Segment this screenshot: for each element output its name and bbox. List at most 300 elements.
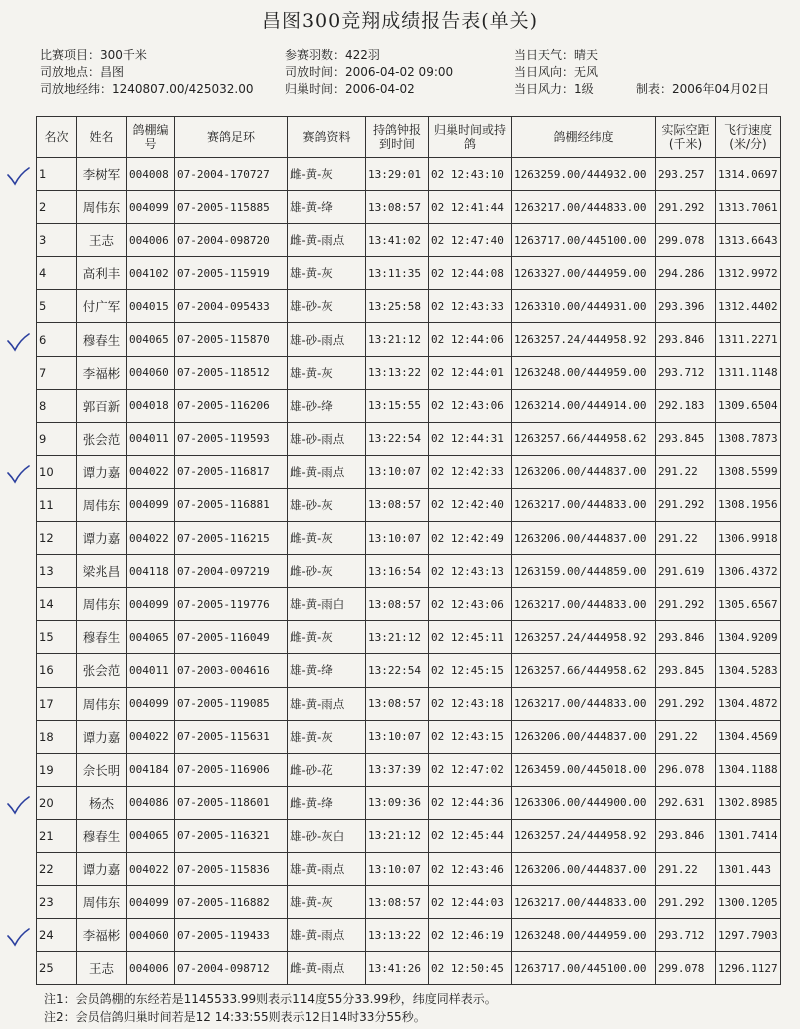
cell-name: 梁兆昌 [77, 555, 127, 588]
cell-name: 杨杰 [77, 786, 127, 819]
cell-loft-no: 004022 [127, 455, 175, 488]
cell-clock-time: 13:08:57 [366, 687, 429, 720]
cell-return-time: 02 12:50:45 [429, 952, 512, 985]
cell-loft-no: 004022 [127, 720, 175, 753]
cell-distance: 299.078 [656, 224, 716, 257]
table-row [37, 290, 781, 323]
cell-bird-info: 雄-黄-灰 [288, 257, 366, 290]
cell-speed: 1313.7061 [716, 191, 781, 224]
cell-speed: 1308.1956 [716, 488, 781, 521]
cell-loft-no: 004018 [127, 389, 175, 422]
cell-distance: 293.845 [656, 654, 716, 687]
cell-loft-no: 004008 [127, 158, 175, 191]
cell-bird-info: 雄-砂-绛 [288, 389, 366, 422]
cell-rank: 7 [37, 356, 77, 389]
header-bird-info: 赛鸽资料 [288, 117, 366, 158]
cell-loft-coords: 1263217.00/444833.00 [512, 886, 656, 919]
table-row [37, 654, 781, 687]
cell-distance: 291.619 [656, 555, 716, 588]
header-name: 姓名 [77, 117, 127, 158]
cell-return-time: 02 12:46:19 [429, 919, 512, 952]
cell-return-time: 02 12:44:03 [429, 886, 512, 919]
check-mark-icon [6, 927, 30, 947]
cell-loft-no: 004006 [127, 224, 175, 257]
cell-speed: 1312.4402 [716, 290, 781, 323]
cell-rank: 21 [37, 819, 77, 852]
cell-clock-time: 13:08:57 [366, 886, 429, 919]
cell-loft-no: 004099 [127, 488, 175, 521]
cell-loft-no: 004102 [127, 257, 175, 290]
cell-rank: 8 [37, 389, 77, 422]
cell-ring-no: 07-2004-098712 [175, 952, 288, 985]
table-row [37, 488, 781, 521]
meta-release-time: 司放时间：2006-04-02 09:00 [285, 65, 454, 79]
cell-clock-time: 13:09:36 [366, 786, 429, 819]
table-row [37, 455, 781, 488]
cell-name: 李福彬 [77, 356, 127, 389]
cell-return-time: 02 12:47:02 [429, 753, 512, 786]
cell-rank: 10 [37, 455, 77, 488]
meta-race-item: 比赛项目：300千米 [40, 48, 147, 62]
meta-release-place: 司放地点：昌图 [40, 65, 125, 79]
cell-return-time: 02 12:43:13 [429, 555, 512, 588]
cell-return-time: 02 12:44:01 [429, 356, 512, 389]
cell-rank: 16 [37, 654, 77, 687]
cell-bird-info: 雄-砂-雨点 [288, 323, 366, 356]
table-row [37, 919, 781, 952]
cell-return-time: 02 12:42:49 [429, 522, 512, 555]
cell-loft-coords: 1263206.00/444837.00 [512, 852, 656, 885]
cell-speed: 1304.1188 [716, 753, 781, 786]
cell-return-time: 02 12:41:44 [429, 191, 512, 224]
cell-loft-coords: 1263248.00/444959.00 [512, 356, 656, 389]
cell-return-time: 02 12:43:10 [429, 158, 512, 191]
cell-clock-time: 13:22:54 [366, 422, 429, 455]
cell-return-time: 02 12:44:06 [429, 323, 512, 356]
cell-distance: 296.078 [656, 753, 716, 786]
cell-speed: 1311.2271 [716, 323, 781, 356]
cell-return-time: 02 12:44:36 [429, 786, 512, 819]
cell-speed: 1305.6567 [716, 588, 781, 621]
cell-loft-coords: 1263257.24/444958.92 [512, 819, 656, 852]
cell-clock-time: 13:16:54 [366, 555, 429, 588]
cell-rank: 18 [37, 720, 77, 753]
cell-distance: 293.846 [656, 621, 716, 654]
cell-name: 高利丰 [77, 257, 127, 290]
cell-distance: 291.292 [656, 886, 716, 919]
header-loft-no: 鸽棚编号 [127, 117, 175, 158]
cell-return-time: 02 12:43:18 [429, 687, 512, 720]
meta-made-date: 制表：2006年04月02日 [636, 82, 770, 96]
table-row [37, 323, 781, 356]
cell-clock-time: 13:08:57 [366, 488, 429, 521]
cell-loft-no: 004022 [127, 852, 175, 885]
table-row [37, 389, 781, 422]
cell-speed: 1304.4569 [716, 720, 781, 753]
cell-loft-no: 004118 [127, 555, 175, 588]
cell-clock-time: 13:21:12 [366, 323, 429, 356]
cell-bird-info: 雄-砂-雨点 [288, 422, 366, 455]
cell-speed: 1308.5599 [716, 455, 781, 488]
cell-ring-no: 07-2005-118512 [175, 356, 288, 389]
cell-bird-info: 雄-砂-灰白 [288, 819, 366, 852]
cell-name: 谭力嘉 [77, 522, 127, 555]
table-row [37, 158, 781, 191]
cell-distance: 293.712 [656, 356, 716, 389]
cell-name: 谭力嘉 [77, 455, 127, 488]
cell-ring-no: 07-2005-116817 [175, 455, 288, 488]
header-loft-coords: 鸽棚经纬度 [512, 117, 656, 158]
cell-ring-no: 07-2005-116881 [175, 488, 288, 521]
cell-return-time: 02 12:42:40 [429, 488, 512, 521]
cell-rank: 23 [37, 886, 77, 919]
cell-clock-time: 13:25:58 [366, 290, 429, 323]
cell-name: 穆春生 [77, 819, 127, 852]
meta-wind-force: 当日风力：1级 [514, 82, 594, 96]
table-row [37, 522, 781, 555]
cell-name: 穆春生 [77, 323, 127, 356]
cell-name: 周伟东 [77, 191, 127, 224]
cell-distance: 291.292 [656, 687, 716, 720]
cell-distance: 293.257 [656, 158, 716, 191]
meta-right [514, 47, 598, 98]
cell-distance: 291.22 [656, 852, 716, 885]
cell-loft-coords: 1263257.66/444958.62 [512, 422, 656, 455]
cell-bird-info: 雌-黄-灰 [288, 158, 366, 191]
table-row [37, 952, 781, 985]
cell-rank: 9 [37, 422, 77, 455]
cell-ring-no: 07-2005-115919 [175, 257, 288, 290]
meta-entries: 参赛羽数：422羽 [285, 48, 380, 62]
meta-weather: 当日天气：晴天 [514, 48, 599, 62]
cell-name: 谭力嘉 [77, 852, 127, 885]
cell-loft-coords: 1263306.00/444900.00 [512, 786, 656, 819]
footnotes [44, 990, 497, 1026]
cell-name: 王志 [77, 952, 127, 985]
cell-bird-info: 雌-砂-灰 [288, 555, 366, 588]
cell-speed: 1309.6504 [716, 389, 781, 422]
cell-bird-info: 雄-黄-雨点 [288, 919, 366, 952]
header-clock-time: 持鸽钟报到时间 [366, 117, 429, 158]
cell-clock-time: 13:13:22 [366, 356, 429, 389]
cell-name: 付广军 [77, 290, 127, 323]
cell-speed: 1304.9209 [716, 621, 781, 654]
cell-return-time: 02 12:43:06 [429, 588, 512, 621]
cell-ring-no: 07-2003-004616 [175, 654, 288, 687]
footnote-2: 注2：会员信鸽归巢时间若是12 14:33:55则表示12日14时33分55秒。 [44, 1010, 426, 1024]
cell-name: 张会范 [77, 422, 127, 455]
table-row [37, 886, 781, 919]
cell-rank: 4 [37, 257, 77, 290]
cell-name: 李树军 [77, 158, 127, 191]
cell-ring-no: 07-2005-116049 [175, 621, 288, 654]
cell-ring-no: 07-2005-118601 [175, 786, 288, 819]
cell-bird-info: 雄-黄-雨点 [288, 852, 366, 885]
cell-distance: 293.846 [656, 819, 716, 852]
cell-return-time: 02 12:43:06 [429, 389, 512, 422]
cell-name: 张会范 [77, 654, 127, 687]
check-mark-icon [6, 795, 30, 815]
cell-loft-coords: 1263310.00/444931.00 [512, 290, 656, 323]
cell-loft-no: 004099 [127, 886, 175, 919]
cell-bird-info: 雄-黄-雨白 [288, 588, 366, 621]
cell-ring-no: 07-2005-116906 [175, 753, 288, 786]
cell-ring-no: 07-2005-119085 [175, 687, 288, 720]
cell-loft-no: 004011 [127, 654, 175, 687]
table-row [37, 224, 781, 257]
cell-rank: 11 [37, 488, 77, 521]
cell-clock-time: 13:21:12 [366, 621, 429, 654]
cell-speed: 1300.1205 [716, 886, 781, 919]
cell-loft-no: 004099 [127, 191, 175, 224]
cell-speed: 1301.7414 [716, 819, 781, 852]
cell-loft-coords: 1263159.00/444859.00 [512, 555, 656, 588]
cell-distance: 292.631 [656, 786, 716, 819]
cell-speed: 1306.9918 [716, 522, 781, 555]
cell-loft-coords: 1263217.00/444833.00 [512, 588, 656, 621]
cell-speed: 1304.5283 [716, 654, 781, 687]
header-rank: 名次 [37, 117, 77, 158]
cell-rank: 1 [37, 158, 77, 191]
cell-loft-coords: 1263217.00/444833.00 [512, 687, 656, 720]
cell-clock-time: 13:08:57 [366, 588, 429, 621]
cell-distance: 293.712 [656, 919, 716, 952]
cell-speed: 1308.7873 [716, 422, 781, 455]
meta-wind-direction: 当日风向：无风 [514, 65, 599, 79]
table-row [37, 753, 781, 786]
cell-speed: 1302.8985 [716, 786, 781, 819]
cell-ring-no: 07-2004-097219 [175, 555, 288, 588]
results-table [36, 116, 781, 985]
cell-clock-time: 13:10:07 [366, 522, 429, 555]
cell-ring-no: 07-2004-170727 [175, 158, 288, 191]
cell-ring-no: 07-2005-116206 [175, 389, 288, 422]
check-mark-icon [6, 166, 30, 186]
cell-loft-coords: 1263206.00/444837.00 [512, 522, 656, 555]
cell-clock-time: 13:13:22 [366, 919, 429, 952]
table-body [37, 158, 781, 985]
cell-name: 郭百新 [77, 389, 127, 422]
cell-clock-time: 13:15:55 [366, 389, 429, 422]
cell-name: 谭力嘉 [77, 720, 127, 753]
cell-distance: 291.22 [656, 455, 716, 488]
cell-clock-time: 13:10:07 [366, 852, 429, 885]
cell-loft-coords: 1263206.00/444837.00 [512, 455, 656, 488]
cell-speed: 1313.6643 [716, 224, 781, 257]
header-speed: 飞行速度(米/分) [716, 117, 781, 158]
cell-rank: 17 [37, 687, 77, 720]
table-row [37, 621, 781, 654]
cell-loft-coords: 1263327.00/444959.00 [512, 257, 656, 290]
cell-ring-no: 07-2005-119593 [175, 422, 288, 455]
cell-clock-time: 13:11:35 [366, 257, 429, 290]
cell-ring-no: 07-2005-119776 [175, 588, 288, 621]
cell-bird-info: 雌-黄-雨点 [288, 455, 366, 488]
table-row [37, 422, 781, 455]
cell-return-time: 02 12:44:31 [429, 422, 512, 455]
cell-name: 周伟东 [77, 687, 127, 720]
cell-distance: 293.396 [656, 290, 716, 323]
cell-distance: 293.846 [656, 323, 716, 356]
cell-loft-coords: 1263217.00/444833.00 [512, 191, 656, 224]
cell-bird-info: 雌-黄-雨点 [288, 224, 366, 257]
cell-loft-no: 004015 [127, 290, 175, 323]
cell-speed: 1306.4372 [716, 555, 781, 588]
cell-clock-time: 13:29:01 [366, 158, 429, 191]
cell-return-time: 02 12:42:33 [429, 455, 512, 488]
cell-name: 穆春生 [77, 621, 127, 654]
cell-distance: 292.183 [656, 389, 716, 422]
cell-loft-no: 004099 [127, 687, 175, 720]
cell-rank: 25 [37, 952, 77, 985]
cell-ring-no: 07-2005-116215 [175, 522, 288, 555]
report-title: 昌图300竞翔成绩报告表(单关) [261, 10, 539, 32]
cell-rank: 14 [37, 588, 77, 621]
cell-name: 王志 [77, 224, 127, 257]
table-row [37, 555, 781, 588]
cell-speed: 1297.7903 [716, 919, 781, 952]
cell-loft-coords: 1263257.24/444958.92 [512, 621, 656, 654]
cell-speed: 1296.1127 [716, 952, 781, 985]
cell-ring-no: 07-2005-115885 [175, 191, 288, 224]
cell-clock-time: 13:37:39 [366, 753, 429, 786]
cell-bird-info: 雄-砂-灰 [288, 488, 366, 521]
table-row [37, 356, 781, 389]
cell-ring-no: 07-2005-116882 [175, 886, 288, 919]
cell-rank: 2 [37, 191, 77, 224]
cell-speed: 1314.0697 [716, 158, 781, 191]
cell-distance: 291.22 [656, 720, 716, 753]
table-row [37, 687, 781, 720]
cell-loft-coords: 1263257.66/444958.62 [512, 654, 656, 687]
cell-loft-no: 004006 [127, 952, 175, 985]
cell-ring-no: 07-2005-115836 [175, 852, 288, 885]
cell-loft-no: 004065 [127, 323, 175, 356]
cell-clock-time: 13:21:12 [366, 819, 429, 852]
cell-clock-time: 13:08:57 [366, 191, 429, 224]
cell-distance: 291.292 [656, 488, 716, 521]
cell-loft-no: 004060 [127, 919, 175, 952]
cell-rank: 24 [37, 919, 77, 952]
table-row [37, 852, 781, 885]
cell-return-time: 02 12:43:15 [429, 720, 512, 753]
cell-bird-info: 雄-黄-绛 [288, 191, 366, 224]
cell-return-time: 02 12:47:40 [429, 224, 512, 257]
cell-rank: 5 [37, 290, 77, 323]
cell-ring-no: 07-2005-116321 [175, 819, 288, 852]
header-return-time: 归巢时间或持鸽 [429, 117, 512, 158]
cell-bird-info: 雌-黄-绛 [288, 786, 366, 819]
cell-distance: 293.845 [656, 422, 716, 455]
table-row [37, 720, 781, 753]
check-mark-icon [6, 464, 30, 484]
meta-left [40, 47, 253, 98]
cell-loft-no: 004065 [127, 621, 175, 654]
header-distance: 实际空距(千米) [656, 117, 716, 158]
meta-middle [285, 47, 453, 98]
cell-rank: 15 [37, 621, 77, 654]
cell-loft-coords: 1263257.24/444958.92 [512, 323, 656, 356]
cell-ring-no: 07-2005-115631 [175, 720, 288, 753]
cell-loft-coords: 1263248.00/444959.00 [512, 919, 656, 952]
cell-loft-coords: 1263717.00/445100.00 [512, 952, 656, 985]
cell-loft-no: 004086 [127, 786, 175, 819]
cell-clock-time: 13:41:02 [366, 224, 429, 257]
cell-return-time: 02 12:45:11 [429, 621, 512, 654]
cell-loft-no: 004184 [127, 753, 175, 786]
cell-name: 周伟东 [77, 488, 127, 521]
cell-bird-info: 雄-砂-灰 [288, 290, 366, 323]
table-row [37, 786, 781, 819]
cell-name: 周伟东 [77, 588, 127, 621]
cell-distance: 299.078 [656, 952, 716, 985]
cell-distance: 294.286 [656, 257, 716, 290]
cell-loft-coords: 1263717.00/445100.00 [512, 224, 656, 257]
cell-bird-info: 雌-黄-雨点 [288, 952, 366, 985]
cell-loft-no: 004022 [127, 522, 175, 555]
cell-rank: 13 [37, 555, 77, 588]
cell-distance: 291.292 [656, 588, 716, 621]
cell-name: 佘长明 [77, 753, 127, 786]
cell-bird-info: 雄-黄-灰 [288, 356, 366, 389]
cell-speed: 1301.443 [716, 852, 781, 885]
cell-bird-info: 雄-黄-雨点 [288, 687, 366, 720]
cell-bird-info: 雌-黄-灰 [288, 621, 366, 654]
cell-loft-no: 004065 [127, 819, 175, 852]
cell-rank: 6 [37, 323, 77, 356]
header-ring-no: 赛鸽足环 [175, 117, 288, 158]
cell-return-time: 02 12:44:08 [429, 257, 512, 290]
cell-loft-coords: 1263214.00/444914.00 [512, 389, 656, 422]
cell-distance: 291.22 [656, 522, 716, 555]
cell-clock-time: 13:41:26 [366, 952, 429, 985]
cell-bird-info: 雌-砂-花 [288, 753, 366, 786]
table-row [37, 819, 781, 852]
cell-loft-no: 004099 [127, 588, 175, 621]
cell-clock-time: 13:22:54 [366, 654, 429, 687]
cell-loft-coords: 1263206.00/444837.00 [512, 720, 656, 753]
cell-name: 李福彬 [77, 919, 127, 952]
cell-clock-time: 13:10:07 [366, 720, 429, 753]
table-row [37, 191, 781, 224]
cell-return-time: 02 12:43:46 [429, 852, 512, 885]
footnote-1: 注1：会员鸽棚的东经若是1145533.99则表示114度55分33.99秒，纬度同样表示。 [44, 992, 497, 1006]
cell-ring-no: 07-2004-098720 [175, 224, 288, 257]
cell-rank: 12 [37, 522, 77, 555]
cell-return-time: 02 12:43:33 [429, 290, 512, 323]
cell-clock-time: 13:10:07 [366, 455, 429, 488]
cell-loft-no: 004060 [127, 356, 175, 389]
cell-rank: 22 [37, 852, 77, 885]
cell-return-time: 02 12:45:15 [429, 654, 512, 687]
cell-ring-no: 07-2004-095433 [175, 290, 288, 323]
cell-ring-no: 07-2005-119433 [175, 919, 288, 952]
meta-return-time: 归巢时间：2006-04-02 [285, 82, 415, 96]
cell-loft-coords: 1263217.00/444833.00 [512, 488, 656, 521]
cell-speed: 1312.9972 [716, 257, 781, 290]
cell-ring-no: 07-2005-115870 [175, 323, 288, 356]
cell-name: 周伟东 [77, 886, 127, 919]
cell-speed: 1311.1148 [716, 356, 781, 389]
cell-bird-info: 雄-黄-绛 [288, 654, 366, 687]
table-row [37, 588, 781, 621]
cell-loft-no: 004011 [127, 422, 175, 455]
meta-release-coords: 司放地经纬：1240807.00/425032.00 [40, 82, 254, 96]
cell-bird-info: 雄-黄-灰 [288, 886, 366, 919]
cell-loft-coords: 1263259.00/444932.00 [512, 158, 656, 191]
cell-return-time: 02 12:45:44 [429, 819, 512, 852]
check-mark-icon [6, 332, 30, 352]
